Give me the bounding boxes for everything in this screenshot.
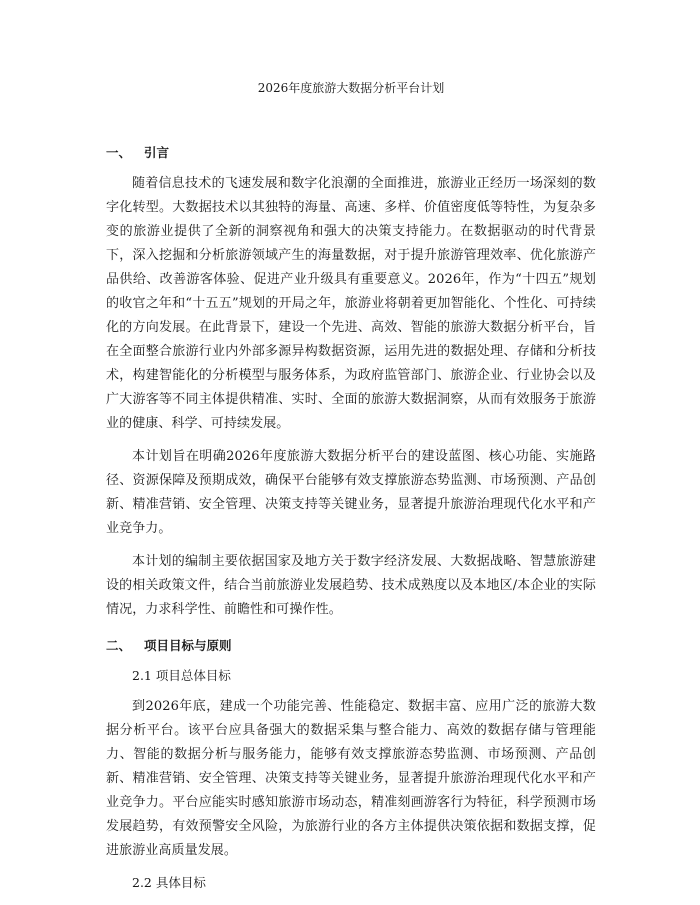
overall-goal-paragraph: 到2026年底，建成一个功能完善、性能稳定、数据丰富、应用广泛的旅游大数据分析平台。该平台应具备强大的数据采集与整合能力、高效的数据存储与管理能力、智能的数据分析与服务能力，能够有效支撑旅游态势监测、市场预测、产品创新、精准营销、安全管理、决策支持等关键业务，显著提升旅游治理现代化水平和产业竞争力。平台应能实时感知旅游市场动态，精准刻画游客行为特征，科学预测市场发展趋势，有效预警安全风险，为旅游行业的各方主体提供决策依据和数据支撑，促进旅游业高质量发展。 (106, 699, 596, 858)
section-title: 项目目标与原则 (144, 638, 232, 653)
section-heading-objectives (106, 635, 596, 657)
document-title: 2026年度旅游大数据分析平台计划 (257, 81, 445, 95)
section-heading-introduction (106, 142, 596, 164)
section-number: 一、 (106, 145, 132, 160)
intro-paragraph-3: 本计划的编制主要依据国家及地方关于数字经济发展、大数据战略、智慧旅游建设的相关政策文件，结合当前旅游业发展趋势、技术成熟度以及本地区/本企业的实际情况，力求科学性、前瞻性和可操作性。 (106, 554, 596, 617)
subsection-heading-specific-goals: 2.2 具体目标 (132, 875, 206, 890)
section-number: 二、 (106, 638, 132, 653)
subsection-heading-overall-goal: 2.1 项目总体目标 (132, 668, 231, 683)
section-title: 引言 (144, 145, 170, 160)
intro-paragraph-1: 随着信息技术的飞速发展和数字化浪潮的全面推进，旅游业正经历一场深刻的数字化转型。大数据技术以其独特的海量、高速、多样、价值密度低等特性，为复杂多变的旅游业提供了全新的洞察视角和强大的决策支持能力。在数据驱动的时代背景下，深入挖掘和分析旅游领域产生的海量数据，对于提升旅游管理效率、优化旅游产品供给、改善游客体验、促进产业升级具有重要意义。2026年，作为“十四五”规划的收官之年和“十五五”规划的开局之年，旅游业将朝着更加智能化、个性化、可持续化的方向发展。在此背景下，建设一个先进、高效、智能的旅游大数据分析平台，旨在全面整合旅游行业内外部多源异构数据资源，运用先进的数据处理、存储和分析技术，构建智能化的分析模型与服务体系，为政府监管部门、旅游企业、行业协会以及广大游客等不同主体提供精准、实时、全面的旅游大数据洞察，从而有效服务于旅游业的健康、科学、可持续发展。 (106, 176, 596, 431)
intro-paragraph-2: 本计划旨在明确2026年度旅游大数据分析平台的建设蓝图、核心功能、实施路径、资源保障及预期成效，确保平台能够有效支撑旅游态势监测、市场预测、产品创新、精准营销、安全管理、决策支持等关键业务，显著提升旅游治理现代化水平和产业竞争力。 (106, 449, 596, 536)
